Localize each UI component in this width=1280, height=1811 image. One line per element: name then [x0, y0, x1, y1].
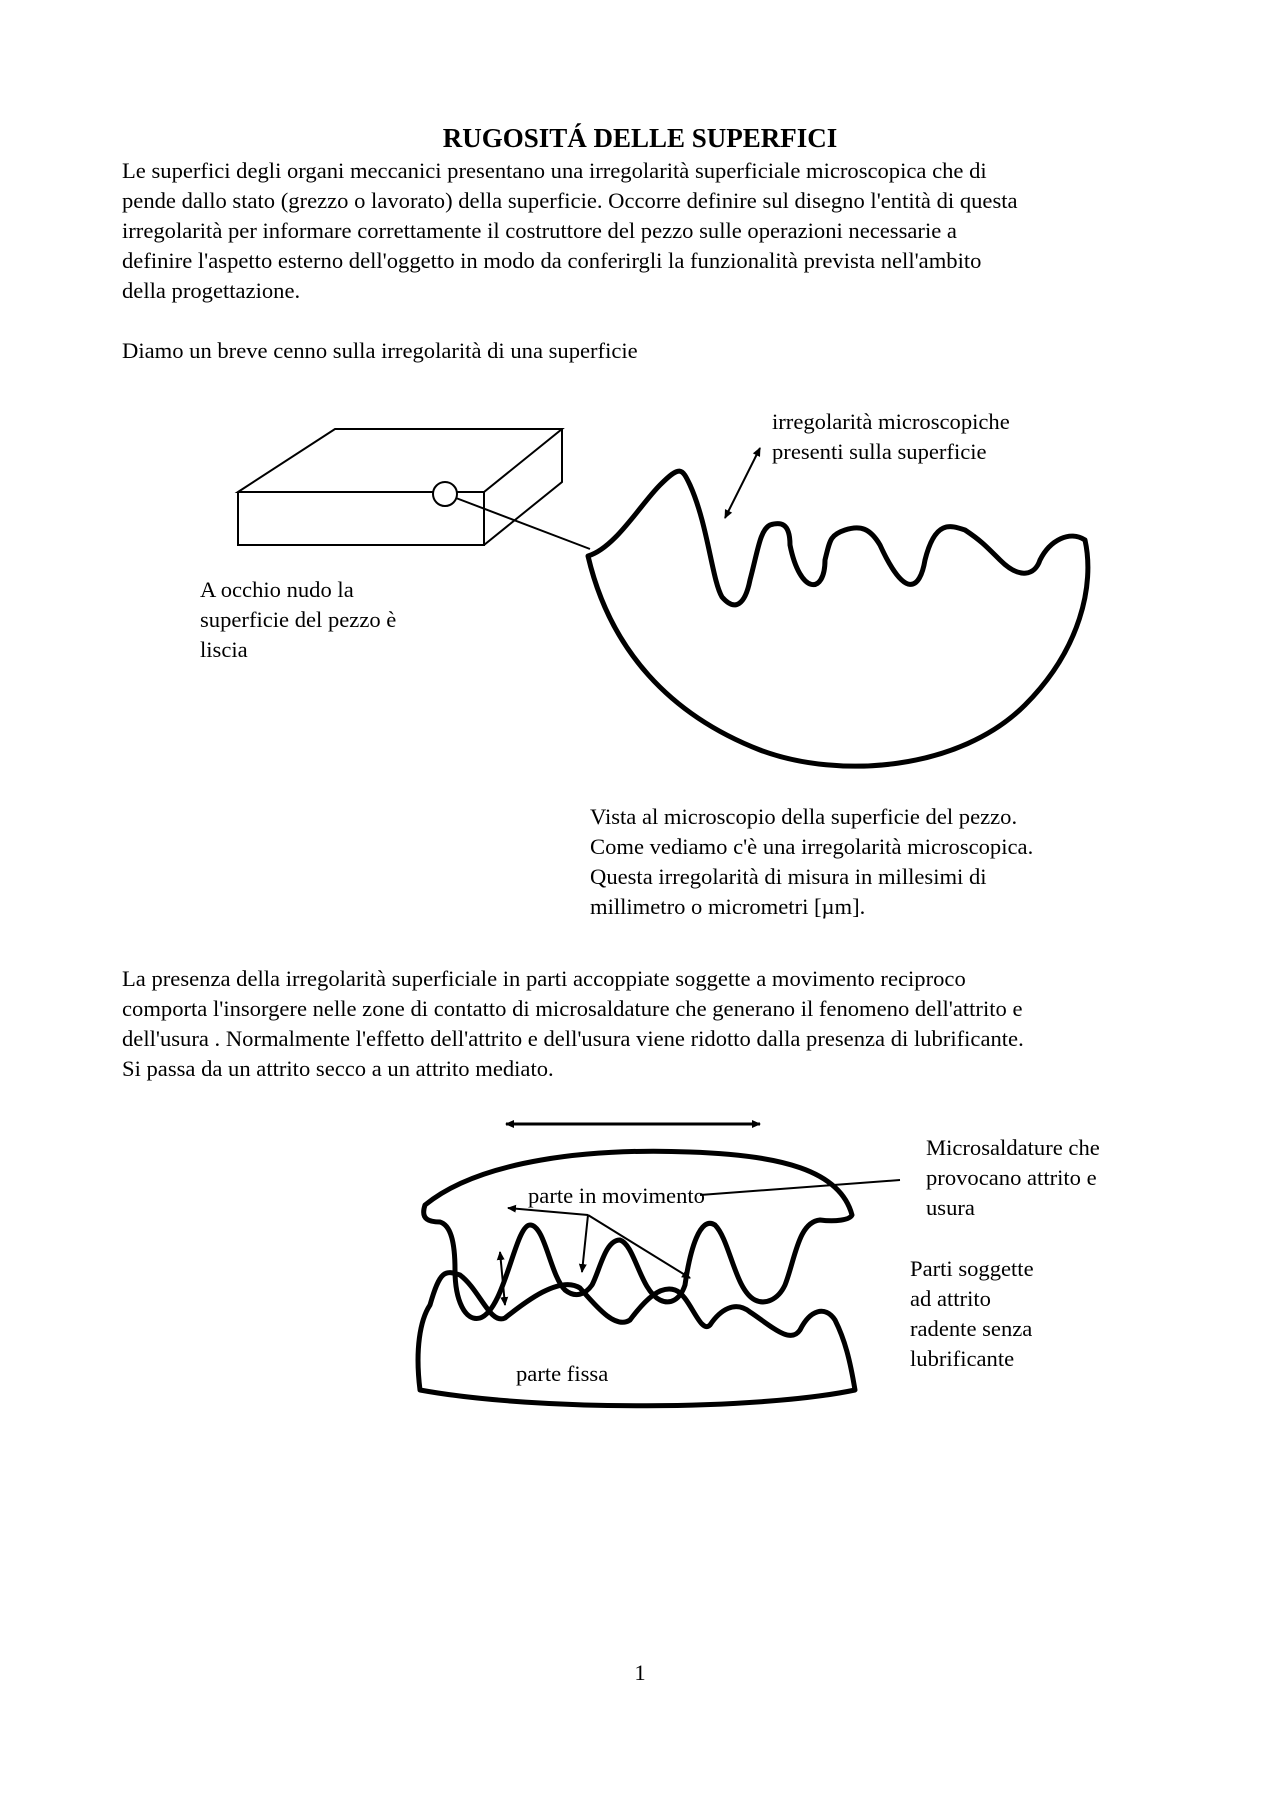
lead-sentence: Diamo un breve cenno sulla irregolarità di una superficie — [122, 338, 638, 363]
irregularities-label-line: presenti sulla superficie — [772, 439, 987, 464]
block-drawing — [238, 429, 562, 545]
intro-line: definire l'aspetto esterno dell'oggetto in modo da conferirgli la funzionalità prevista nell'ambito — [122, 248, 982, 273]
intro-line: pende dallo stato (grezzo o lavorato) della superficie. Occorre definire sul disegno l'entità di questa — [122, 188, 1018, 213]
page-number: 1 — [634, 1660, 646, 1685]
caption-line: Come vediamo c'è una irregolarità microscopica. — [590, 834, 1034, 859]
naked-eye-label-line: superficie del pezzo è — [200, 607, 397, 632]
dry-friction-label-line: radente senza — [910, 1316, 1033, 1341]
irregularity-arrow — [725, 448, 760, 518]
dry-friction-label — [910, 1254, 1034, 1374]
naked-eye-label-line: liscia — [200, 637, 248, 662]
microwelds-label-line: provocano attrito e — [926, 1165, 1097, 1190]
intro-line: Le superfici degli organi meccanici presentano una irregolarità superficiale microscopica che di — [122, 158, 987, 183]
dry-friction-label-line: ad attrito — [910, 1286, 991, 1311]
friction-line: comporta l'insorgere nelle zone di contatto di microsaldature che generano il fenomeno dell'attrito e — [122, 996, 1023, 1021]
moving-part-label: parte in movimento — [528, 1183, 705, 1208]
microscope-caption — [590, 802, 1033, 922]
microwelds-label — [926, 1133, 1100, 1223]
dry-friction-label-line: lubrificante — [910, 1346, 1015, 1371]
microscope-profile — [588, 471, 1088, 766]
naked-eye-label — [200, 575, 396, 665]
friction-line: La presenza della irregolarità superficiale in parti accoppiate soggette a movimento reciproco — [122, 966, 966, 991]
moving-part-profile — [424, 1151, 852, 1318]
intro-line: irregolarità per informare correttamente il costruttore del pezzo sulle operazioni necessarie a — [122, 218, 957, 243]
naked-eye-label-line: A occhio nudo la — [200, 577, 354, 602]
dry-friction-label-line: Parti soggette — [910, 1256, 1034, 1281]
irregularities-label — [772, 407, 1010, 467]
fixed-part-label: parte fissa — [516, 1361, 609, 1386]
fixed-part-profile — [418, 1273, 855, 1406]
irregularities-label-line: irregolarità microscopiche — [772, 409, 1010, 434]
caption-line: Questa irregolarità di misura in millesimi di — [590, 864, 987, 889]
intro-line: della progettazione. — [122, 278, 301, 303]
caption-line: millimetro o micrometri [µm]. — [590, 894, 866, 919]
caption-line: Vista al microscopio della superficie del pezzo. — [590, 804, 1018, 829]
magnifier-circle — [433, 482, 457, 506]
page-title: RUGOSITÁ DELLE SUPERFICI — [442, 123, 838, 153]
microwelds-label-line: usura — [926, 1195, 975, 1220]
friction-line: dell'usura . Normalmente l'effetto dell'attrito e dell'usura viene ridotto dalla presenza di lubrificante. — [122, 1026, 1024, 1051]
microwelds-label-line: Microsaldature che — [926, 1135, 1100, 1160]
friction-paragraph — [122, 964, 1172, 1084]
friction-line: Si passa da un attrito secco a un attrito mediato. — [122, 1056, 554, 1081]
zoom-leader-line — [456, 498, 590, 549]
